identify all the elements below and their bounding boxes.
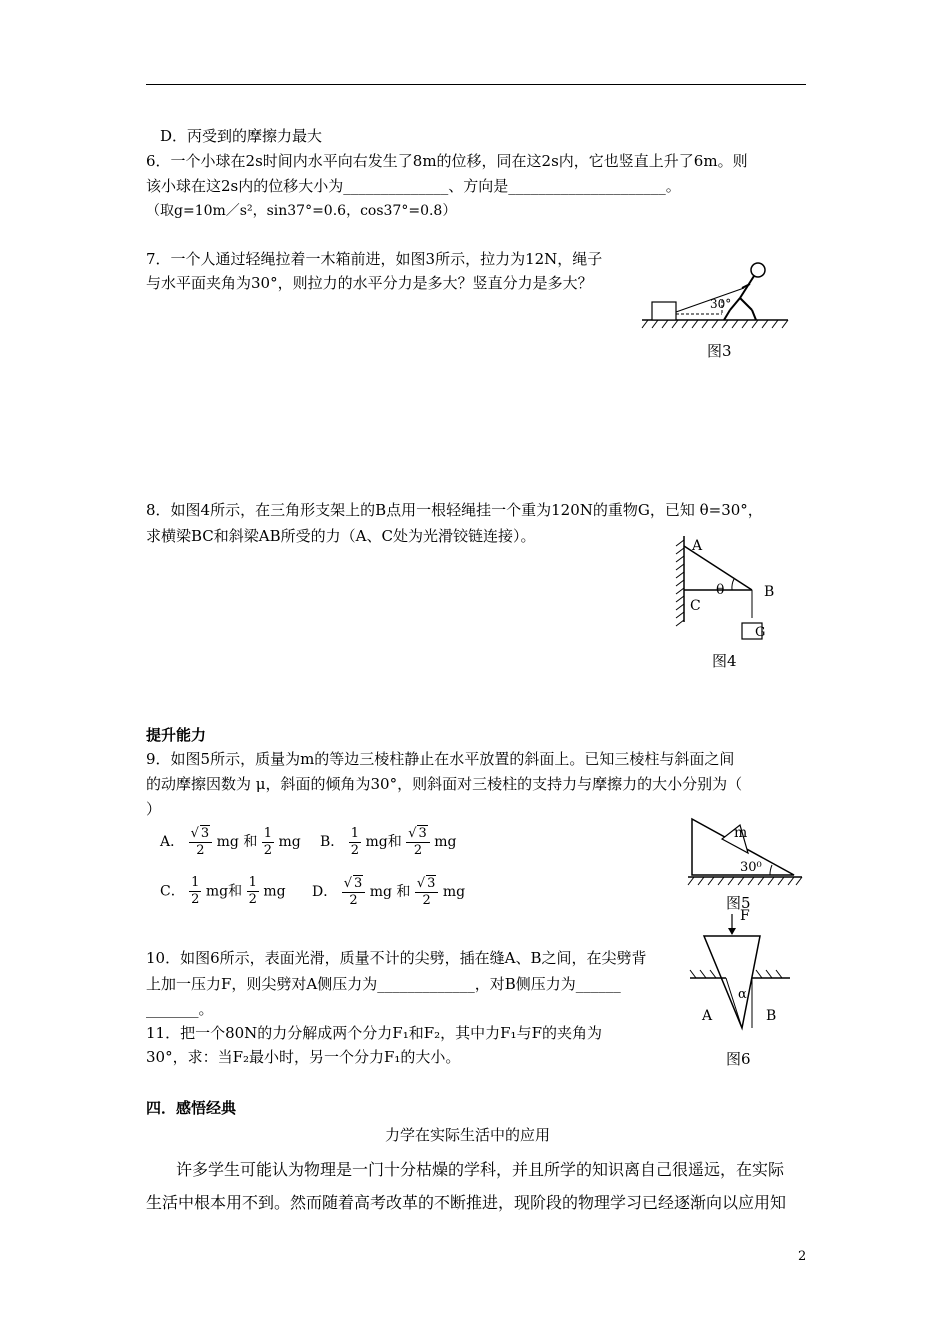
label-b: B — [766, 1008, 777, 1024]
figure-4-diagram — [668, 532, 788, 647]
label-f: F — [740, 908, 750, 924]
q10-line-3: _______。 — [146, 1000, 214, 1018]
q5-option-d: D．丙受到的摩擦力最大 — [160, 127, 323, 145]
figure-3-diagram — [640, 258, 790, 330]
figure-4-caption: 图4 — [712, 652, 737, 670]
q9-line-1: 9．如图5所示，质量为m的等边三棱柱静止在水平放置的斜面上。已知三棱柱与斜面之间 — [146, 750, 735, 768]
q11-line-2: 30°，求：当F₂最小时，另一个分力F₁的大小。 — [146, 1048, 461, 1066]
label-m: m — [734, 825, 748, 841]
q9-line-2: 的动摩擦因数为 μ，斜面的倾角为30°，则斜面对三棱柱的支持力与摩擦力的大小分别为（ — [146, 775, 743, 793]
q11-line-1: 11．把一个80N的力分解成两个分力F₁和F₂，其中力F₁与F的夹角为 — [146, 1024, 602, 1042]
q10-line-2: 上加一压力F，则尖劈对A侧压力为_____________，对B侧压力为______ — [146, 975, 621, 993]
q6-line-3: （取g=10m／s²，sin37°=0.6，cos37°=0.8） — [146, 203, 457, 219]
q9-line-3: ） — [146, 800, 162, 818]
q9-option-b: B． $\frac{1}{2}$ mg和 $\frac{√ 3}{2}$ mg — [320, 825, 457, 858]
q6-line-1: 6．一个小球在2s时间内水平向右发生了8m的位移，同在这2s内，它也竖直上升了6m。则 — [146, 152, 748, 170]
header-rule — [146, 84, 806, 85]
figure-5-caption: 图5 — [726, 894, 751, 912]
section-classic-heading: 四．感悟经典 — [146, 1099, 237, 1117]
person-head — [751, 263, 765, 277]
box-shape — [652, 302, 676, 320]
article-paragraph-line-2: 生活中根本用不到。然而随着高考改革的不断推进，现阶段的物理学习已经逐渐向以应用知 — [146, 1193, 787, 1212]
label-30: 30⁰ — [740, 860, 762, 875]
q9-option-a: A． $\frac{√ 3}{2}$ mg 和 $\frac{1}{2}$ mg — [160, 825, 301, 858]
figure-6-diagram — [686, 908, 796, 1038]
article-title: 力学在实际生活中的应用 — [385, 1126, 551, 1144]
label-c: C — [690, 598, 701, 614]
figure-3-angle: 30° — [710, 297, 732, 311]
q7-line-1: 7．一个人通过轻绳拉着一木箱前进，如图3所示，拉力为12N，绳子 — [146, 250, 603, 268]
q6-line-2: 该小球在这2s内的位移大小为______________、方向是_____________________。 — [146, 177, 681, 195]
figure-6-caption: 图6 — [726, 1050, 751, 1068]
q8-line-2: 求横梁BC和斜梁AB所受的力（A、C处为光滑铰链连接）。 — [146, 527, 536, 545]
section-improve-heading: 提升能力 — [146, 726, 207, 744]
article-paragraph-line-1: 许多学生可能认为物理是一门十分枯燥的学科，并且所学的知识离自己很遥远，在实际 — [176, 1160, 785, 1179]
q8-line-1: 8．如图4所示，在三角形支架上的B点用一根轻绳挂一个重为120N的重物G，已知 θ=30°， — [146, 501, 763, 519]
q10-line-1: 10．如图6所示，表面光滑，质量不计的尖劈，插在缝A、B之间，在尖劈背 — [146, 949, 647, 967]
label-a: A — [692, 538, 703, 554]
label-a: A — [702, 1008, 713, 1024]
label-alpha: α — [738, 987, 747, 1002]
label-theta: θ — [716, 582, 725, 598]
figure-3-caption: 图3 — [707, 342, 732, 360]
figure-5-diagram — [686, 815, 806, 890]
q9-option-d: D． $\frac{√ 3}{2}$ mg 和 $\frac{√ 3}{2}$ mg — [312, 876, 466, 908]
label-g: G — [755, 625, 766, 640]
page-number: 2 — [798, 1249, 807, 1264]
q7-line-2: 与水平面夹角为30°，则拉力的水平分力是多大？竖直分力是多大？ — [146, 274, 593, 292]
q9-option-c: C． $\frac{1}{2}$ mg和 $\frac{1}{2}$ mg — [160, 875, 286, 907]
label-b: B — [764, 584, 775, 600]
